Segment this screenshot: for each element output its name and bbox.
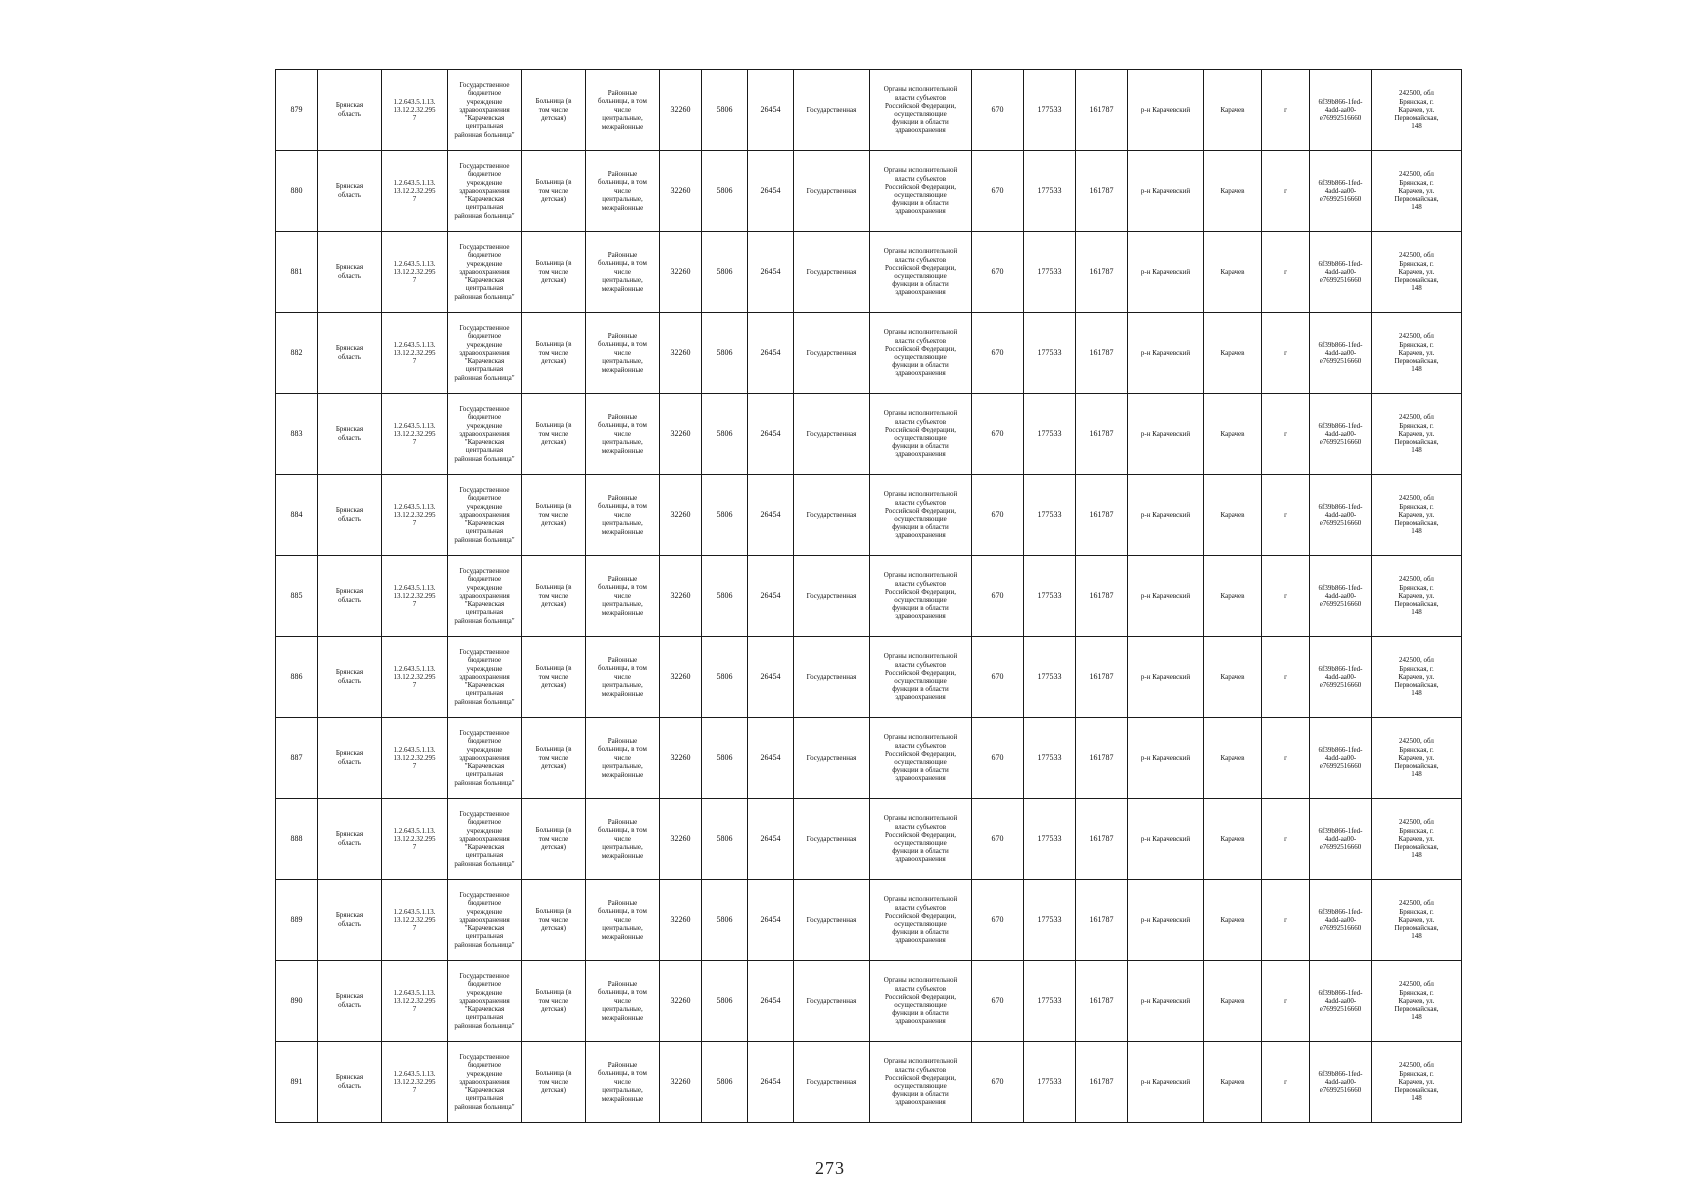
- value-cell: 5806: [702, 637, 748, 718]
- table-row: [276, 880, 1462, 961]
- guid-cell: 6f39b866-1fed- 4add-aa00- e76992516660: [1310, 880, 1372, 961]
- ownership-cell: Государственная: [794, 1042, 870, 1123]
- city-cell: Карачев: [1204, 556, 1262, 637]
- value-cell: 161787: [1076, 799, 1128, 880]
- city-cell: Карачев: [1204, 880, 1262, 961]
- row-number: 889: [276, 880, 318, 961]
- city-cell: Карачев: [1204, 394, 1262, 475]
- ownership-cell: Государственная: [794, 313, 870, 394]
- guid-cell: 6f39b866-1fed- 4add-aa00- e76992516660: [1310, 718, 1372, 799]
- organization-name-cell: Государственное бюджетное учреждение здравоохранения "Карачевская центральная районная больница": [448, 637, 522, 718]
- value-cell: 26454: [748, 556, 794, 637]
- value-cell: 161787: [1076, 961, 1128, 1042]
- table-row: [276, 718, 1462, 799]
- value-cell: 670: [972, 70, 1024, 151]
- district-cell: р-н Карачевский: [1128, 475, 1204, 556]
- authority-cell: Органы исполнительной власти субъектов Российской Федерации, осуществляющие функции в области здравоохранения: [870, 394, 972, 475]
- city-cell: Карачев: [1204, 637, 1262, 718]
- value-cell: 26454: [748, 880, 794, 961]
- organization-name-cell: Государственное бюджетное учреждение здравоохранения "Карачевская центральная районная больница": [448, 718, 522, 799]
- organization-type-cell: Больница (в том числе детская): [522, 313, 586, 394]
- city-cell: Карачев: [1204, 151, 1262, 232]
- city-type-cell: г: [1262, 70, 1310, 151]
- value-cell: 26454: [748, 475, 794, 556]
- organization-type-cell: Больница (в том числе детская): [522, 475, 586, 556]
- address-cell: 242500, обл Брянская, г. Карачев, ул. Первомайская, 148: [1372, 556, 1462, 637]
- authority-cell: Органы исполнительной власти субъектов Российской Федерации, осуществляющие функции в области здравоохранения: [870, 799, 972, 880]
- value-cell: 26454: [748, 313, 794, 394]
- value-cell: 161787: [1076, 637, 1128, 718]
- organization-name-cell: Государственное бюджетное учреждение здравоохранения "Карачевская центральная районная больница": [448, 313, 522, 394]
- district-cell: р-н Карачевский: [1128, 70, 1204, 151]
- organization-type-cell: Больница (в том числе детская): [522, 232, 586, 313]
- oid-code-cell: 1.2.643.5.1.13. 13.12.2.32.295 7: [382, 880, 448, 961]
- organization-kind-cell: Районные больницы, в том числе центральные, межрайонные: [586, 718, 660, 799]
- organization-name-cell: Государственное бюджетное учреждение здравоохранения "Карачевская центральная районная больница": [448, 394, 522, 475]
- district-cell: р-н Карачевский: [1128, 394, 1204, 475]
- authority-cell: Органы исполнительной власти субъектов Российской Федерации, осуществляющие функции в области здравоохранения: [870, 637, 972, 718]
- value-cell: 161787: [1076, 1042, 1128, 1123]
- guid-cell: 6f39b866-1fed- 4add-aa00- e76992516660: [1310, 637, 1372, 718]
- authority-cell: Органы исполнительной власти субъектов Российской Федерации, осуществляющие функции в области здравоохранения: [870, 961, 972, 1042]
- ownership-cell: Государственная: [794, 556, 870, 637]
- organization-kind-cell: Районные больницы, в том числе центральные, межрайонные: [586, 313, 660, 394]
- city-type-cell: г: [1262, 232, 1310, 313]
- organization-type-cell: Больница (в том числе детская): [522, 70, 586, 151]
- value-cell: 5806: [702, 394, 748, 475]
- value-cell: 177533: [1024, 313, 1076, 394]
- oid-code-cell: 1.2.643.5.1.13. 13.12.2.32.295 7: [382, 232, 448, 313]
- ownership-cell: Государственная: [794, 718, 870, 799]
- city-cell: Карачев: [1204, 475, 1262, 556]
- value-cell: 32260: [660, 313, 702, 394]
- table-row: [276, 1042, 1462, 1123]
- district-cell: р-н Карачевский: [1128, 313, 1204, 394]
- value-cell: 670: [972, 232, 1024, 313]
- authority-cell: Органы исполнительной власти субъектов Российской Федерации, осуществляющие функции в области здравоохранения: [870, 151, 972, 232]
- region-cell: Брянская область: [318, 799, 382, 880]
- table-row: [276, 637, 1462, 718]
- value-cell: 26454: [748, 961, 794, 1042]
- city-type-cell: г: [1262, 556, 1310, 637]
- organization-type-cell: Больница (в том числе детская): [522, 1042, 586, 1123]
- value-cell: 670: [972, 556, 1024, 637]
- ownership-cell: Государственная: [794, 70, 870, 151]
- value-cell: 32260: [660, 232, 702, 313]
- organization-name-cell: Государственное бюджетное учреждение здравоохранения "Карачевская центральная районная больница": [448, 232, 522, 313]
- organization-name-cell: Государственное бюджетное учреждение здравоохранения "Карачевская центральная районная больница": [448, 475, 522, 556]
- district-cell: р-н Карачевский: [1128, 880, 1204, 961]
- organization-kind-cell: Районные больницы, в том числе центральные, межрайонные: [586, 151, 660, 232]
- city-type-cell: г: [1262, 880, 1310, 961]
- district-cell: р-н Карачевский: [1128, 799, 1204, 880]
- organization-type-cell: Больница (в том числе детская): [522, 961, 586, 1042]
- value-cell: 5806: [702, 718, 748, 799]
- address-cell: 242500, обл Брянская, г. Карачев, ул. Первомайская, 148: [1372, 313, 1462, 394]
- value-cell: 177533: [1024, 70, 1076, 151]
- guid-cell: 6f39b866-1fed- 4add-aa00- e76992516660: [1310, 313, 1372, 394]
- organization-name-cell: Государственное бюджетное учреждение здравоохранения "Карачевская центральная районная больница": [448, 1042, 522, 1123]
- region-cell: Брянская область: [318, 556, 382, 637]
- table-row: [276, 961, 1462, 1042]
- value-cell: 5806: [702, 1042, 748, 1123]
- district-cell: р-н Карачевский: [1128, 232, 1204, 313]
- value-cell: 161787: [1076, 232, 1128, 313]
- value-cell: 670: [972, 313, 1024, 394]
- region-cell: Брянская область: [318, 1042, 382, 1123]
- ownership-cell: Государственная: [794, 151, 870, 232]
- guid-cell: 6f39b866-1fed- 4add-aa00- e76992516660: [1310, 556, 1372, 637]
- organization-type-cell: Больница (в том числе детская): [522, 718, 586, 799]
- address-cell: 242500, обл Брянская, г. Карачев, ул. Первомайская, 148: [1372, 637, 1462, 718]
- value-cell: 177533: [1024, 394, 1076, 475]
- organization-name-cell: Государственное бюджетное учреждение здравоохранения "Карачевская центральная районная больница": [448, 799, 522, 880]
- value-cell: 32260: [660, 637, 702, 718]
- value-cell: 177533: [1024, 880, 1076, 961]
- region-cell: Брянская область: [318, 880, 382, 961]
- city-type-cell: г: [1262, 1042, 1310, 1123]
- row-number: 884: [276, 475, 318, 556]
- value-cell: 670: [972, 394, 1024, 475]
- registry-table: [275, 69, 1462, 1123]
- ownership-cell: Государственная: [794, 394, 870, 475]
- organization-type-cell: Больница (в том числе детская): [522, 151, 586, 232]
- city-cell: Карачев: [1204, 70, 1262, 151]
- district-cell: р-н Карачевский: [1128, 1042, 1204, 1123]
- oid-code-cell: 1.2.643.5.1.13. 13.12.2.32.295 7: [382, 313, 448, 394]
- row-number: 879: [276, 70, 318, 151]
- organization-kind-cell: Районные больницы, в том числе центральные, межрайонные: [586, 556, 660, 637]
- authority-cell: Органы исполнительной власти субъектов Российской Федерации, осуществляющие функции в области здравоохранения: [870, 718, 972, 799]
- table-row: [276, 799, 1462, 880]
- ownership-cell: Государственная: [794, 880, 870, 961]
- organization-kind-cell: Районные больницы, в том числе центральные, межрайонные: [586, 475, 660, 556]
- guid-cell: 6f39b866-1fed- 4add-aa00- e76992516660: [1310, 1042, 1372, 1123]
- value-cell: 32260: [660, 475, 702, 556]
- ownership-cell: Государственная: [794, 961, 870, 1042]
- table-body: [276, 70, 1462, 1123]
- oid-code-cell: 1.2.643.5.1.13. 13.12.2.32.295 7: [382, 70, 448, 151]
- value-cell: 32260: [660, 70, 702, 151]
- authority-cell: Органы исполнительной власти субъектов Российской Федерации, осуществляющие функции в области здравоохранения: [870, 70, 972, 151]
- ownership-cell: Государственная: [794, 475, 870, 556]
- value-cell: 5806: [702, 880, 748, 961]
- row-number: 883: [276, 394, 318, 475]
- value-cell: 177533: [1024, 799, 1076, 880]
- value-cell: 177533: [1024, 718, 1076, 799]
- city-cell: Карачев: [1204, 718, 1262, 799]
- guid-cell: 6f39b866-1fed- 4add-aa00- e76992516660: [1310, 475, 1372, 556]
- address-cell: 242500, обл Брянская, г. Карачев, ул. Первомайская, 148: [1372, 151, 1462, 232]
- value-cell: 26454: [748, 151, 794, 232]
- address-cell: 242500, обл Брянская, г. Карачев, ул. Первомайская, 148: [1372, 799, 1462, 880]
- city-cell: Карачев: [1204, 313, 1262, 394]
- district-cell: р-н Карачевский: [1128, 718, 1204, 799]
- region-cell: Брянская область: [318, 961, 382, 1042]
- value-cell: 5806: [702, 961, 748, 1042]
- ownership-cell: Государственная: [794, 799, 870, 880]
- value-cell: 161787: [1076, 718, 1128, 799]
- authority-cell: Органы исполнительной власти субъектов Российской Федерации, осуществляющие функции в области здравоохранения: [870, 475, 972, 556]
- organization-kind-cell: Районные больницы, в том числе центральные, межрайонные: [586, 232, 660, 313]
- city-type-cell: г: [1262, 151, 1310, 232]
- organization-kind-cell: Районные больницы, в том числе центральные, межрайонные: [586, 1042, 660, 1123]
- value-cell: 32260: [660, 961, 702, 1042]
- region-cell: Брянская область: [318, 637, 382, 718]
- value-cell: 32260: [660, 556, 702, 637]
- oid-code-cell: 1.2.643.5.1.13. 13.12.2.32.295 7: [382, 475, 448, 556]
- value-cell: 161787: [1076, 151, 1128, 232]
- address-cell: 242500, обл Брянская, г. Карачев, ул. Первомайская, 148: [1372, 961, 1462, 1042]
- region-cell: Брянская область: [318, 151, 382, 232]
- guid-cell: 6f39b866-1fed- 4add-aa00- e76992516660: [1310, 961, 1372, 1042]
- value-cell: 26454: [748, 232, 794, 313]
- address-cell: 242500, обл Брянская, г. Карачев, ул. Первомайская, 148: [1372, 880, 1462, 961]
- city-type-cell: г: [1262, 961, 1310, 1042]
- oid-code-cell: 1.2.643.5.1.13. 13.12.2.32.295 7: [382, 637, 448, 718]
- row-number: 890: [276, 961, 318, 1042]
- value-cell: 161787: [1076, 70, 1128, 151]
- guid-cell: 6f39b866-1fed- 4add-aa00- e76992516660: [1310, 151, 1372, 232]
- table-row: [276, 475, 1462, 556]
- ownership-cell: Государственная: [794, 637, 870, 718]
- organization-type-cell: Больница (в том числе детская): [522, 799, 586, 880]
- value-cell: 670: [972, 151, 1024, 232]
- value-cell: 161787: [1076, 880, 1128, 961]
- value-cell: 5806: [702, 151, 748, 232]
- value-cell: 177533: [1024, 1042, 1076, 1123]
- value-cell: 26454: [748, 1042, 794, 1123]
- value-cell: 177533: [1024, 637, 1076, 718]
- organization-kind-cell: Районные больницы, в том числе центральные, межрайонные: [586, 961, 660, 1042]
- value-cell: 5806: [702, 799, 748, 880]
- region-cell: Брянская область: [318, 70, 382, 151]
- address-cell: 242500, обл Брянская, г. Карачев, ул. Первомайская, 148: [1372, 394, 1462, 475]
- oid-code-cell: 1.2.643.5.1.13. 13.12.2.32.295 7: [382, 961, 448, 1042]
- value-cell: 177533: [1024, 475, 1076, 556]
- region-cell: Брянская область: [318, 232, 382, 313]
- city-cell: Карачев: [1204, 799, 1262, 880]
- region-cell: Брянская область: [318, 313, 382, 394]
- organization-name-cell: Государственное бюджетное учреждение здравоохранения "Карачевская центральная районная больница": [448, 880, 522, 961]
- region-cell: Брянская область: [318, 394, 382, 475]
- value-cell: 177533: [1024, 232, 1076, 313]
- oid-code-cell: 1.2.643.5.1.13. 13.12.2.32.295 7: [382, 799, 448, 880]
- oid-code-cell: 1.2.643.5.1.13. 13.12.2.32.295 7: [382, 1042, 448, 1123]
- organization-name-cell: Государственное бюджетное учреждение здравоохранения "Карачевская центральная районная больница": [448, 961, 522, 1042]
- value-cell: 670: [972, 961, 1024, 1042]
- organization-type-cell: Больница (в том числе детская): [522, 637, 586, 718]
- region-cell: Брянская область: [318, 718, 382, 799]
- table-row: [276, 151, 1462, 232]
- organization-type-cell: Больница (в том числе детская): [522, 556, 586, 637]
- address-cell: 242500, обл Брянская, г. Карачев, ул. Первомайская, 148: [1372, 232, 1462, 313]
- address-cell: 242500, обл Брянская, г. Карачев, ул. Первомайская, 148: [1372, 475, 1462, 556]
- value-cell: 670: [972, 1042, 1024, 1123]
- value-cell: 5806: [702, 232, 748, 313]
- value-cell: 670: [972, 637, 1024, 718]
- district-cell: р-н Карачевский: [1128, 961, 1204, 1042]
- address-cell: 242500, обл Брянская, г. Карачев, ул. Первомайская, 148: [1372, 718, 1462, 799]
- city-cell: Карачев: [1204, 1042, 1262, 1123]
- table-row: [276, 313, 1462, 394]
- city-cell: Карачев: [1204, 232, 1262, 313]
- organization-name-cell: Государственное бюджетное учреждение здравоохранения "Карачевская центральная районная больница": [448, 70, 522, 151]
- table-row: [276, 556, 1462, 637]
- address-cell: 242500, обл Брянская, г. Карачев, ул. Первомайская, 148: [1372, 70, 1462, 151]
- value-cell: 5806: [702, 313, 748, 394]
- value-cell: 32260: [660, 394, 702, 475]
- city-type-cell: г: [1262, 799, 1310, 880]
- row-number: 886: [276, 637, 318, 718]
- value-cell: 670: [972, 475, 1024, 556]
- district-cell: р-н Карачевский: [1128, 637, 1204, 718]
- value-cell: 670: [972, 718, 1024, 799]
- organization-kind-cell: Районные больницы, в том числе центральные, межрайонные: [586, 880, 660, 961]
- guid-cell: 6f39b866-1fed- 4add-aa00- e76992516660: [1310, 394, 1372, 475]
- value-cell: 161787: [1076, 556, 1128, 637]
- oid-code-cell: 1.2.643.5.1.13. 13.12.2.32.295 7: [382, 151, 448, 232]
- value-cell: 670: [972, 799, 1024, 880]
- organization-name-cell: Государственное бюджетное учреждение здравоохранения "Карачевская центральная районная больница": [448, 556, 522, 637]
- value-cell: 26454: [748, 70, 794, 151]
- row-number: 882: [276, 313, 318, 394]
- value-cell: 32260: [660, 799, 702, 880]
- ownership-cell: Государственная: [794, 232, 870, 313]
- value-cell: 5806: [702, 70, 748, 151]
- city-type-cell: г: [1262, 313, 1310, 394]
- table-row: [276, 70, 1462, 151]
- address-cell: 242500, обл Брянская, г. Карачев, ул. Первомайская, 148: [1372, 1042, 1462, 1123]
- region-cell: Брянская область: [318, 475, 382, 556]
- value-cell: 670: [972, 880, 1024, 961]
- oid-code-cell: 1.2.643.5.1.13. 13.12.2.32.295 7: [382, 718, 448, 799]
- organization-kind-cell: Районные больницы, в том числе центральные, межрайонные: [586, 799, 660, 880]
- city-cell: Карачев: [1204, 961, 1262, 1042]
- organization-type-cell: Больница (в том числе детская): [522, 394, 586, 475]
- authority-cell: Органы исполнительной власти субъектов Российской Федерации, осуществляющие функции в области здравоохранения: [870, 1042, 972, 1123]
- organization-kind-cell: Районные больницы, в том числе центральные, межрайонные: [586, 637, 660, 718]
- district-cell: р-н Карачевский: [1128, 151, 1204, 232]
- organization-kind-cell: Районные больницы, в том числе центральные, межрайонные: [586, 70, 660, 151]
- oid-code-cell: 1.2.643.5.1.13. 13.12.2.32.295 7: [382, 556, 448, 637]
- guid-cell: 6f39b866-1fed- 4add-aa00- e76992516660: [1310, 232, 1372, 313]
- city-type-cell: г: [1262, 475, 1310, 556]
- value-cell: 177533: [1024, 151, 1076, 232]
- value-cell: 32260: [660, 718, 702, 799]
- value-cell: 26454: [748, 799, 794, 880]
- organization-name-cell: Государственное бюджетное учреждение здравоохранения "Карачевская центральная районная больница": [448, 151, 522, 232]
- city-type-cell: г: [1262, 637, 1310, 718]
- value-cell: 161787: [1076, 313, 1128, 394]
- value-cell: 32260: [660, 151, 702, 232]
- table-row: [276, 232, 1462, 313]
- authority-cell: Органы исполнительной власти субъектов Российской Федерации, осуществляющие функции в области здравоохранения: [870, 232, 972, 313]
- value-cell: 161787: [1076, 394, 1128, 475]
- value-cell: 161787: [1076, 475, 1128, 556]
- value-cell: 5806: [702, 475, 748, 556]
- value-cell: 32260: [660, 880, 702, 961]
- value-cell: 5806: [702, 556, 748, 637]
- table-row: [276, 394, 1462, 475]
- guid-cell: 6f39b866-1fed- 4add-aa00- e76992516660: [1310, 70, 1372, 151]
- value-cell: 32260: [660, 1042, 702, 1123]
- authority-cell: Органы исполнительной власти субъектов Российской Федерации, осуществляющие функции в области здравоохранения: [870, 313, 972, 394]
- authority-cell: Органы исполнительной власти субъектов Российской Федерации, осуществляющие функции в области здравоохранения: [870, 556, 972, 637]
- value-cell: 26454: [748, 637, 794, 718]
- row-number: 891: [276, 1042, 318, 1123]
- organization-kind-cell: Районные больницы, в том числе центральные, межрайонные: [586, 394, 660, 475]
- value-cell: 26454: [748, 394, 794, 475]
- page-number: 273: [815, 1158, 845, 1178]
- value-cell: 177533: [1024, 961, 1076, 1042]
- value-cell: 26454: [748, 718, 794, 799]
- row-number: 880: [276, 151, 318, 232]
- oid-code-cell: 1.2.643.5.1.13. 13.12.2.32.295 7: [382, 394, 448, 475]
- district-cell: р-н Карачевский: [1128, 556, 1204, 637]
- row-number: 887: [276, 718, 318, 799]
- guid-cell: 6f39b866-1fed- 4add-aa00- e76992516660: [1310, 799, 1372, 880]
- organization-type-cell: Больница (в том числе детская): [522, 880, 586, 961]
- city-type-cell: г: [1262, 718, 1310, 799]
- row-number: 885: [276, 556, 318, 637]
- value-cell: 177533: [1024, 556, 1076, 637]
- city-type-cell: г: [1262, 394, 1310, 475]
- row-number: 881: [276, 232, 318, 313]
- authority-cell: Органы исполнительной власти субъектов Российской Федерации, осуществляющие функции в области здравоохранения: [870, 880, 972, 961]
- row-number: 888: [276, 799, 318, 880]
